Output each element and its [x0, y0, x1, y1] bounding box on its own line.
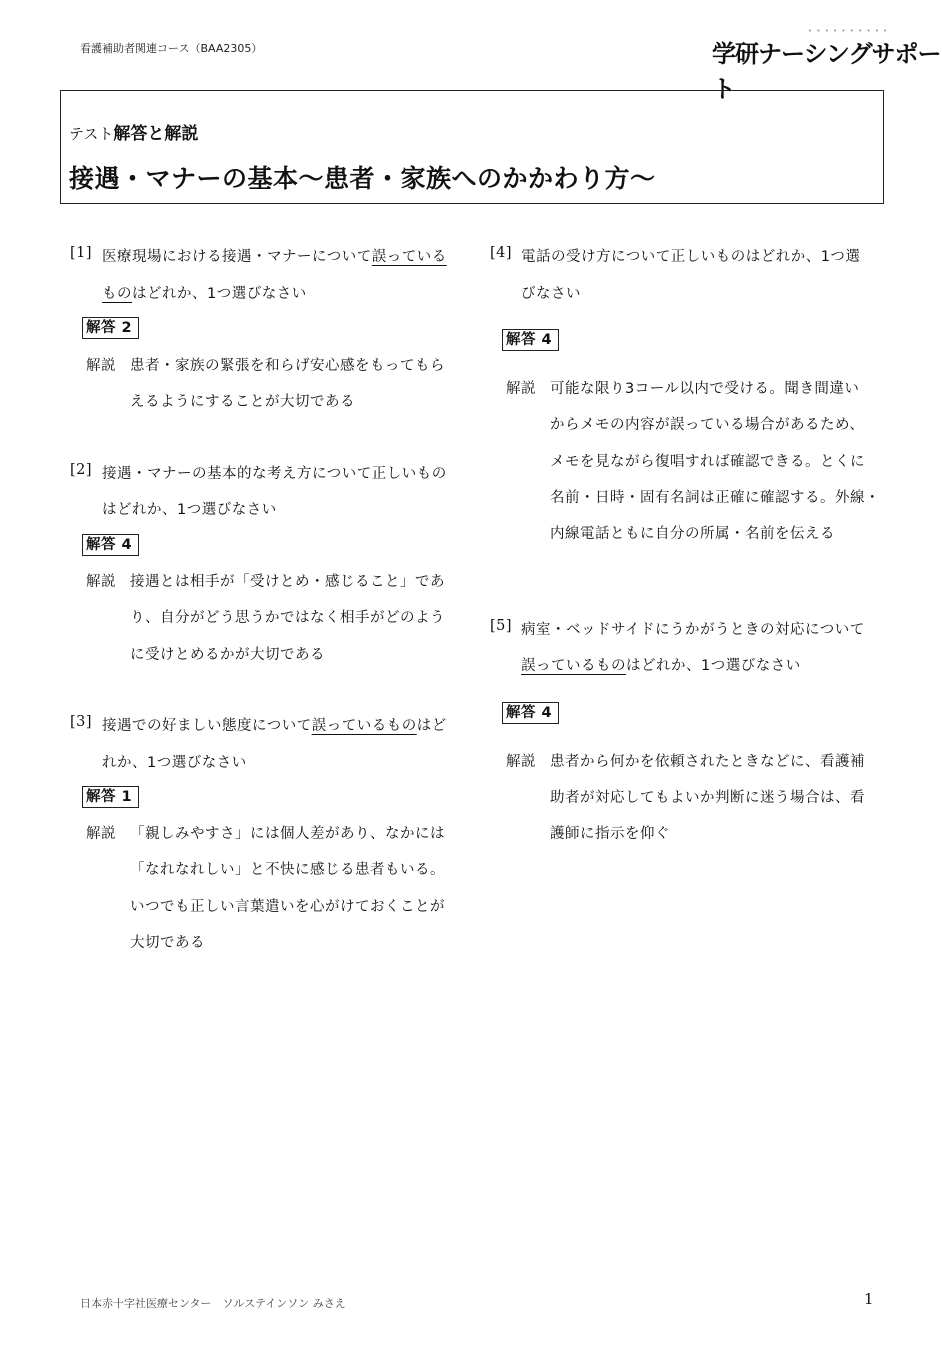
- q1-explanation-line-1: 患者・家族の緊張を和らげ安心感をもってもら: [130, 358, 445, 374]
- q4-explanation-line-5: 内線電話ともに自分の所属・名前を伝える: [550, 526, 835, 542]
- q1-explanation-line-2: えるようにすることが大切である: [130, 394, 355, 410]
- q2-explanation-line-2: り、自分がどう思うかではなく相手がどのよう: [130, 610, 445, 626]
- q3-explanation-line-4: 大切である: [130, 935, 205, 951]
- q2-explanation-label: 解説: [86, 574, 116, 590]
- q4-explanation-line-2: からメモの内容が誤っている場合があるため、: [550, 417, 865, 433]
- title-label-bold: 解答と解説: [113, 124, 199, 144]
- q2-explanation-line-1: 接遇とは相手が「受けとめ・感じること」であ: [130, 574, 445, 590]
- q1-line-1: 医療現場における接遇・マナーについて誤っている: [102, 249, 447, 265]
- q2-answer-badge: 解答 4: [82, 534, 139, 556]
- q5-answer-badge: 解答 4: [502, 702, 559, 724]
- q3-explanation-line-2: 「なれなれしい」と不快に感じる患者もいる。: [130, 862, 445, 878]
- q4-answer-badge: 解答 4: [502, 329, 559, 351]
- q2-line-1: 接遇・マナーの基本的な考え方について正しいもの: [102, 466, 447, 482]
- q4-explanation-line-4: 名前・日時・固有名詞は正確に確認する。外線・: [550, 490, 880, 506]
- q3-number: [3]: [70, 714, 93, 730]
- q3-answer-badge: 解答 1: [82, 786, 139, 808]
- q5-explanation-line-3: 護師に指示を仰ぐ: [550, 826, 670, 842]
- q1-number: [1]: [70, 245, 93, 261]
- q1-explanation-label: 解説: [86, 358, 116, 374]
- q5-line-2: 誤っているものはどれか、1つ選びなさい: [521, 658, 801, 674]
- q5-number: [5]: [490, 618, 513, 634]
- q3-line-1: 接遇での好ましい態度について誤っているものはど: [102, 718, 447, 734]
- q4-line-2: びなさい: [521, 286, 581, 302]
- q3-line-2: れか、1つ選びなさい: [102, 755, 247, 771]
- q4-explanation-label: 解説: [506, 381, 536, 397]
- title-box: [60, 90, 884, 204]
- brand-dots-decoration: • • • • • • • • • •: [808, 27, 889, 35]
- page-number: 1: [864, 1290, 874, 1308]
- q4-number: [4]: [490, 245, 513, 261]
- q4-line-1: 電話の受け方について正しいものはどれか、1つ選: [521, 249, 861, 265]
- q5-line-1: 病室・ベッドサイドにうかがうときの対応について: [521, 622, 865, 638]
- page-title: 接遇・マナーの基本〜患者・家族へのかかわり方〜: [69, 164, 656, 193]
- q3-explanation-label: 解説: [86, 826, 116, 842]
- title-label: [69, 119, 198, 144]
- q5-explanation-label: 解説: [506, 754, 536, 770]
- brand-logo: 学研ナーシングサポート: [712, 40, 941, 103]
- q4-explanation-line-3: メモを見ながら復唱すれば確認できる。とくに: [550, 454, 865, 470]
- q3-explanation-line-3: いつでも正しい言葉遣いを心がけておくことが: [130, 899, 445, 915]
- q2-explanation-line-3: に受けとめるかが大切である: [130, 647, 325, 663]
- title-label-prefix: テスト: [69, 125, 114, 143]
- header-course-name: 看護補助者関連コース（BAA2305）: [80, 42, 263, 55]
- q3-explanation-line-1: 「親しみやすさ」には個人差があり、なかには: [130, 826, 445, 842]
- q1-answer-badge: 解答 2: [82, 317, 139, 339]
- footer-author-org: 日本赤十字社医療センター ソルステインソン みさえ: [80, 1297, 346, 1310]
- q1-line-2: ものはどれか、1つ選びなさい: [102, 286, 307, 302]
- q4-explanation-line-1: 可能な限り3コール以内で受ける。聞き間違い: [550, 381, 860, 397]
- q5-explanation-line-1: 患者から何かを依頼されたときなどに、看護補: [550, 754, 865, 770]
- q2-line-2: はどれか、1つ選びなさい: [102, 502, 277, 518]
- q2-number: [2]: [70, 462, 93, 478]
- q5-explanation-line-2: 助者が対応してもよいか判断に迷う場合は、看: [550, 790, 865, 806]
